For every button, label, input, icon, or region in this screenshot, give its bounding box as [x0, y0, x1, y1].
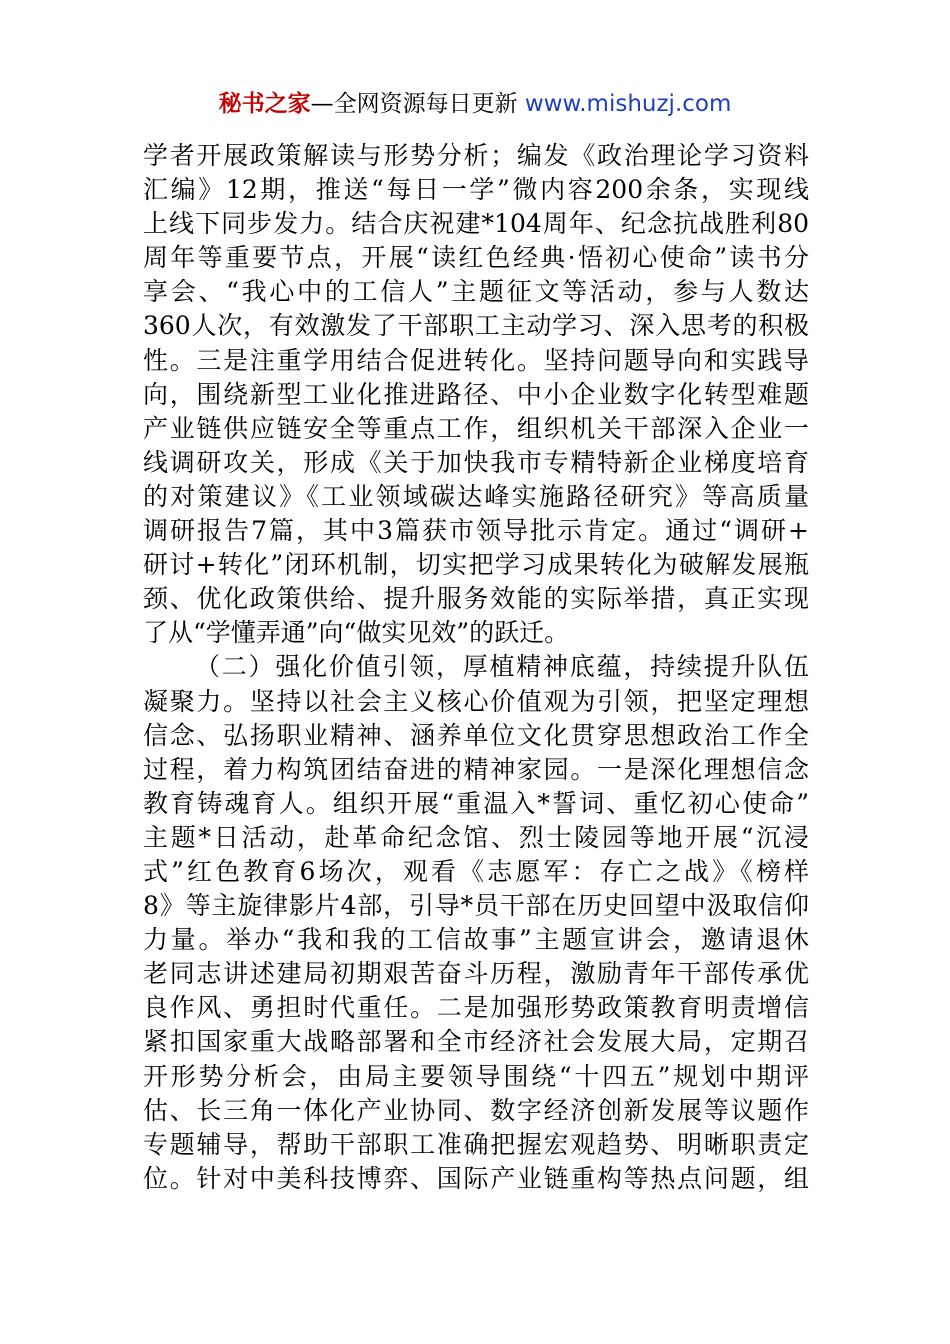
- text-line: 力量。举办“我和我的工信故事”主题宣讲会，邀请退休: [143, 925, 809, 955]
- text-line: 享会、“我心中的工信人”主题征文等活动，参与人数达: [143, 277, 809, 307]
- brand-name: 秘书之家: [218, 91, 311, 117]
- text-line: 专题辅导，帮助干部职工准确把握宏观趋势、明晰职责定: [143, 1129, 809, 1159]
- text-line: 上线下同步发力。结合庆祝建*104周年、纪念抗战胜利80: [143, 209, 809, 239]
- text-line: 学者开展政策解读与形势分析；编发《政治理论学习资料: [143, 141, 809, 170]
- header-tagline: —全网资源每日更新: [310, 91, 525, 117]
- text-line: 估、长三角一体化产业协同、数字经济创新发展等议题作: [143, 1095, 809, 1125]
- text-line: 研讨+转化”闭环机制，切实把学习成果转化为破解发展瓶: [143, 550, 809, 580]
- text-line: 主题*日活动，赴革命纪念馆、烈士陵园等地开展“沉浸: [143, 822, 809, 852]
- text-line: 周年等重要节点，开展“读红色经典·悟初心使命”读书分: [143, 243, 809, 273]
- text-line: 8》等主旋律影片4部，引导*员干部在历史回望中汲取信仰: [143, 891, 809, 921]
- text-line: 线调研攻关，形成《关于加快我市专精特新企业梯度培育: [143, 447, 809, 477]
- text-line: 过程，着力构筑团结奋进的精神家园。一是深化理想信念: [143, 754, 809, 784]
- text-line: 紧扣国家重大战略部署和全市经济社会发展大局，定期召: [143, 1027, 809, 1057]
- paragraph-end-line: 了从“学懂弄通”向“做实见效”的跃迁。: [143, 618, 570, 648]
- text-line: 位。针对中美科技博弈、国际产业链重构等热点问题，组: [143, 1163, 809, 1193]
- text-line: 调研报告7篇，其中3篇获市领导批示肯定。通过“调研+: [143, 516, 809, 546]
- text-line: 产业链供应链安全等重点工作，组织机关干部深入企业一: [143, 413, 809, 443]
- text-line: 凝聚力。坚持以社会主义核心价值观为引领，把坚定理想: [143, 686, 809, 716]
- text-line: 信念、弘扬职业精神、涵养单位文化贯穿思想政治工作全: [143, 720, 809, 750]
- text-line: 的对策建议》《工业领域碳达峰实施路径研究》等高质量: [143, 481, 809, 511]
- text-line: 性。三是注重学用结合促进转化。坚持问题导向和实践导: [143, 345, 809, 375]
- text-line: 开形势分析会，由局主要领导围绕“十四五”规划中期评: [143, 1061, 809, 1091]
- text-line: 汇编》12期，推送“每日一学”微内容200余条，实现线: [143, 175, 809, 205]
- text-line: 颈、优化政策供给、提升服务效能的实际举措，真正实现: [143, 584, 809, 614]
- website-link[interactable]: www.mishuzj.com: [524, 91, 732, 117]
- text-line: 360人次，有效激发了干部职工主动学习、深入思考的积极: [143, 311, 809, 341]
- page-header: [0, 88, 950, 120]
- text-line: 向，围绕新型工业化推进路径、中小企业数字化转型难题: [143, 379, 809, 409]
- body-text: [143, 139, 809, 1196]
- text-line: 老同志讲述建局初期艰苦奋斗历程，激励青年干部传承优: [143, 959, 809, 989]
- text-line: 式”红色教育6场次，观看《志愿军：存亡之战》《榜样: [143, 856, 809, 886]
- section-heading-line: （二）强化价值引领，厚植精神底蕴，持续提升队伍: [195, 652, 809, 682]
- text-line: 教育铸魂育人。组织开展“重温入*誓词、重忆初心使命”: [143, 788, 809, 818]
- text-line: 良作风、勇担时代重任。二是加强形势政策教育明责增信: [143, 993, 809, 1023]
